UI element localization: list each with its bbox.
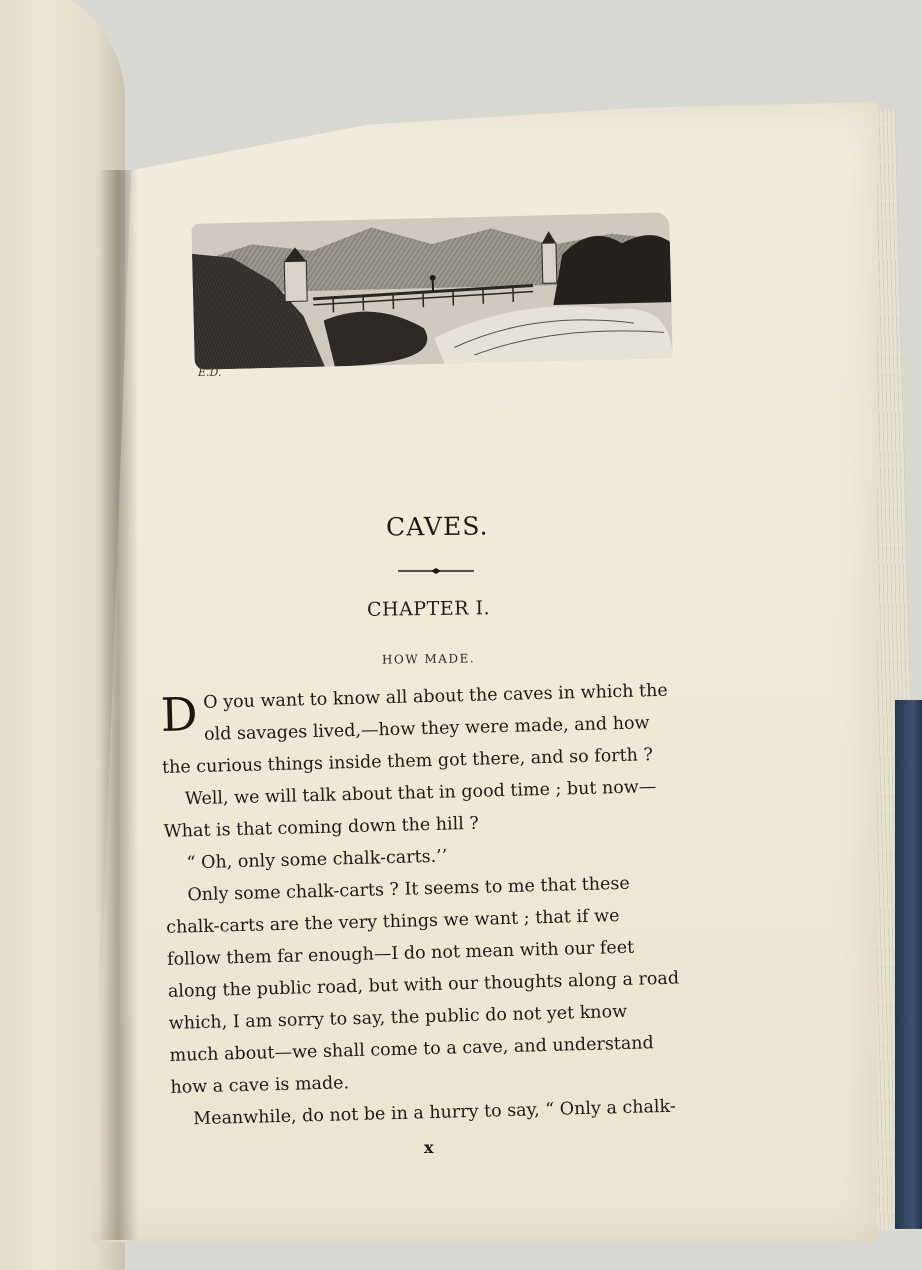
text-line: “ Oh, only some chalk-carts.’’ <box>164 833 725 880</box>
text-line: the curious things inside them got there, and so forth ? <box>162 737 723 784</box>
gutter-shadow <box>98 170 138 1240</box>
text-line: old savages lived,—how they were made, and how <box>161 705 722 752</box>
chapter-heading: CHAPTER I. <box>367 597 490 621</box>
artist-signature: E.D. <box>198 366 221 379</box>
ornamental-rule <box>398 566 474 576</box>
page-signature-mark: x <box>424 1138 434 1157</box>
text-line: which, I am sorry to say, the public do not yet know <box>168 993 729 1040</box>
book-title: CAVES. <box>386 511 489 541</box>
body-text <box>160 673 732 1136</box>
chapter-subtitle: HOW MADE. <box>382 651 475 666</box>
text-line: chalk-carts are the very things we want ; that if we <box>166 897 727 944</box>
text-line: What is that coming down the hill ? <box>163 801 724 848</box>
text-line: how a cave is made. <box>170 1057 731 1104</box>
book-cover-edge <box>895 700 922 1229</box>
paragraph-1 <box>160 673 722 784</box>
text-line: Only some chalk-carts ? It seems to me that these <box>165 865 726 912</box>
text-line: along the public road, but with our thoughts along a road <box>168 961 729 1008</box>
text-line: O you want to know all about the caves in which the <box>160 673 721 720</box>
text-line: much about—we shall come to a cave, and understand <box>169 1025 730 1072</box>
text-line: Meanwhile, do not be in a hurry to say, “ Only a chalk- <box>171 1089 732 1136</box>
drop-cap: D <box>160 691 198 738</box>
landscape-engraving <box>191 212 672 370</box>
engraving-image <box>191 212 672 370</box>
text-line: Well, we will talk about that in good time ; but now— <box>163 769 724 816</box>
paragraph-4 <box>165 865 731 1104</box>
text-line: follow them far enough—I do not mean with our feet <box>167 929 728 976</box>
